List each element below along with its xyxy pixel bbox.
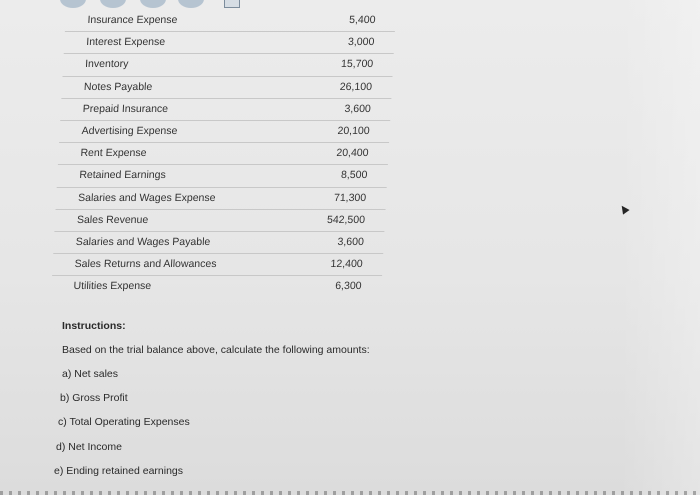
table-row: [59, 121, 390, 143]
account-amount: 71,300: [333, 191, 367, 204]
table-row: [61, 77, 392, 99]
account-name: Retained Earnings: [79, 169, 167, 182]
account-amount: 20,400: [336, 147, 369, 160]
account-name: Salaries and Wages Payable: [75, 235, 211, 248]
question-item: a) Net sales: [62, 368, 119, 380]
instructions-block: [62, 320, 370, 367]
account-amount: 20,100: [337, 124, 370, 137]
account-name: Rent Expense: [80, 147, 147, 160]
account-amount: 12,400: [330, 258, 363, 271]
account-amount: 3,000: [347, 36, 375, 49]
account-name: Inventory: [84, 58, 129, 71]
instructions-title: Instructions:: [62, 320, 126, 332]
question-item: e) Ending retained earnings: [54, 465, 184, 477]
trial-balance-table: [51, 10, 396, 297]
cropped-toolbar: [60, 0, 260, 8]
table-icon: [224, 0, 240, 8]
table-row: [57, 165, 388, 187]
account-name: Insurance Expense: [87, 14, 178, 26]
account-amount: 542,500: [326, 213, 366, 226]
table-row: [53, 232, 384, 254]
toolbar-blob: [100, 0, 126, 8]
account-amount: 5,400: [348, 14, 376, 26]
table-row: [65, 10, 396, 32]
toolbar-blob: [60, 0, 86, 8]
toolbar-blob: [178, 0, 204, 8]
account-amount: 15,700: [340, 58, 374, 71]
account-amount: 8,500: [340, 169, 368, 182]
account-amount: 3,600: [337, 235, 365, 248]
account-name: Interest Expense: [85, 36, 166, 49]
toolbar-blob: [140, 0, 166, 8]
account-name: Utilities Expense: [73, 280, 152, 293]
account-amount: 6,300: [334, 280, 362, 293]
account-name: Notes Payable: [83, 80, 153, 93]
account-name: Salaries and Wages Expense: [77, 191, 216, 204]
account-name: Sales Returns and Allowances: [74, 258, 217, 271]
table-row: [58, 143, 389, 165]
table-row: [56, 188, 387, 210]
account-name: Sales Revenue: [76, 213, 149, 226]
question-item: d) Net Income: [56, 441, 122, 453]
table-row: [63, 54, 394, 76]
account-name: Advertising Expense: [81, 124, 178, 137]
account-amount: 26,100: [339, 80, 373, 93]
question-item: b) Gross Profit: [60, 392, 128, 404]
table-row: [51, 276, 382, 297]
question-item: c) Total Operating Expenses: [58, 416, 190, 428]
account-amount: 3,600: [344, 102, 372, 115]
cropped-text-line: [0, 491, 700, 495]
table-row: [60, 99, 391, 121]
instructions-description: Based on the trial balance above, calculate the following amounts:: [62, 344, 370, 356]
screen-glare: [620, 0, 700, 495]
account-name: Prepaid Insurance: [82, 102, 169, 115]
table-row: [52, 254, 383, 276]
table-row: [54, 210, 385, 232]
table-row: [64, 32, 395, 54]
